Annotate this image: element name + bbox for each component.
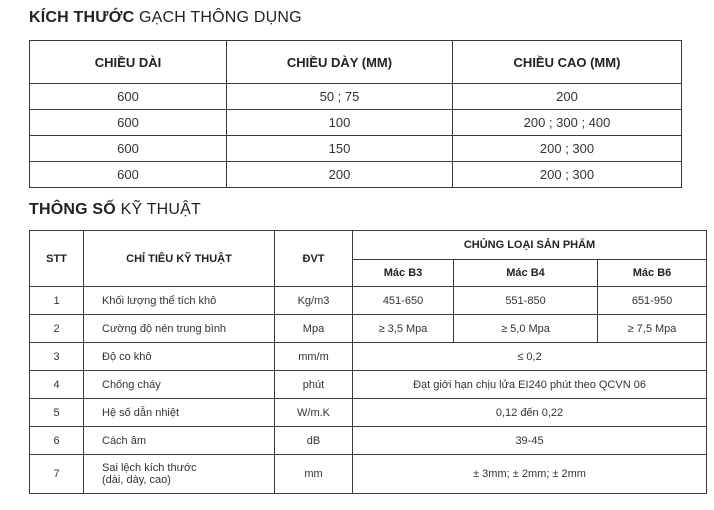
stt-cell: 7 — [30, 455, 84, 494]
header-b4: Mác B4 — [454, 260, 598, 287]
header-b3: Mác B3 — [353, 260, 454, 287]
technical-spec-table — [29, 230, 707, 494]
merged-value-cell: 39-45 — [353, 427, 707, 455]
header-thickness: CHIỀU DÀY (MM) — [227, 41, 453, 84]
header-length: CHIỀU DÀI — [30, 41, 227, 84]
criteria-cell: Hệ số dẫn nhiệt — [84, 399, 275, 427]
header-b6: Mác B6 — [598, 260, 707, 287]
merged-value-cell: 0,12 đến 0,22 — [353, 399, 707, 427]
criteria-cell: Cường độ nén trung bình — [84, 315, 275, 343]
b4-cell: 551-850 — [454, 287, 598, 315]
table-row — [30, 343, 707, 371]
length-cell: 600 — [30, 110, 227, 136]
criteria-cell: Độ co khô — [84, 343, 275, 371]
height-cell: 200 ; 300 ; 400 — [453, 110, 682, 136]
stt-cell: 4 — [30, 371, 84, 399]
table-row — [30, 427, 707, 455]
length-cell: 600 — [30, 162, 227, 188]
size-title-light: GẠCH THÔNG DỤNG — [139, 9, 302, 26]
size-section-title — [29, 9, 302, 27]
thickness-cell: 100 — [227, 110, 453, 136]
thickness-cell: 50 ; 75 — [227, 84, 453, 110]
unit-cell: dB — [275, 427, 353, 455]
unit-cell: phút — [275, 371, 353, 399]
spec-title-bold: THÔNG SỐ — [29, 201, 116, 218]
header-stt: STT — [30, 231, 84, 287]
unit-cell: Kg/m3 — [275, 287, 353, 315]
size-title-bold: KÍCH THƯỚC — [29, 9, 135, 26]
stt-cell: 1 — [30, 287, 84, 315]
b6-cell: ≥ 7,5 Mpa — [598, 315, 707, 343]
stt-cell: 5 — [30, 399, 84, 427]
brick-size-table — [29, 40, 682, 188]
merged-value-cell: ≤ 0,2 — [353, 343, 707, 371]
stt-cell: 2 — [30, 315, 84, 343]
length-cell: 600 — [30, 136, 227, 162]
stt-cell: 6 — [30, 427, 84, 455]
criteria-line-2: (dài, dày, cao) — [102, 474, 171, 486]
header-height: CHIỀU CAO (MM) — [453, 41, 682, 84]
thickness-cell: 150 — [227, 136, 453, 162]
criteria-cell — [84, 455, 275, 494]
table-row — [30, 84, 682, 110]
b3-cell: ≥ 3,5 Mpa — [353, 315, 454, 343]
table-row — [30, 371, 707, 399]
height-cell: 200 ; 300 — [453, 162, 682, 188]
unit-cell: mm/m — [275, 343, 353, 371]
merged-value-cell: ± 3mm; ± 2mm; ± 2mm — [353, 455, 707, 494]
unit-cell: W/m.K — [275, 399, 353, 427]
table-row — [30, 287, 707, 315]
size-table-header — [30, 41, 682, 84]
table-row — [30, 110, 682, 136]
stt-cell: 3 — [30, 343, 84, 371]
b3-cell: 451-650 — [353, 287, 454, 315]
b4-cell: ≥ 5,0 Mpa — [454, 315, 598, 343]
height-cell: 200 ; 300 — [453, 136, 682, 162]
spec-header-row — [30, 231, 707, 260]
table-row — [30, 136, 682, 162]
b6-cell: 651-950 — [598, 287, 707, 315]
table-row — [30, 315, 707, 343]
merged-value-cell: Đạt giới hạn chịu lửa EI240 phút theo QCVN 06 — [353, 371, 707, 399]
header-unit: ĐVT — [275, 231, 353, 287]
spec-title-light: KỸ THUẬT — [120, 201, 202, 218]
table-row — [30, 162, 682, 188]
unit-cell: mm — [275, 455, 353, 494]
table-row — [30, 399, 707, 427]
height-cell: 200 — [453, 84, 682, 110]
table-row — [30, 455, 707, 494]
criteria-cell: Khối lượng thể tích khô — [84, 287, 275, 315]
criteria-cell: Cách âm — [84, 427, 275, 455]
spec-section-title — [29, 201, 201, 219]
unit-cell: Mpa — [275, 315, 353, 343]
header-product-types: CHỦNG LOẠI SẢN PHẨM — [353, 231, 707, 260]
thickness-cell: 200 — [227, 162, 453, 188]
length-cell: 600 — [30, 84, 227, 110]
criteria-line-1: Sai lệch kích thước — [102, 462, 197, 474]
header-criteria: CHỈ TIÊU KỸ THUẬT — [84, 231, 275, 287]
criteria-cell: Chống cháy — [84, 371, 275, 399]
